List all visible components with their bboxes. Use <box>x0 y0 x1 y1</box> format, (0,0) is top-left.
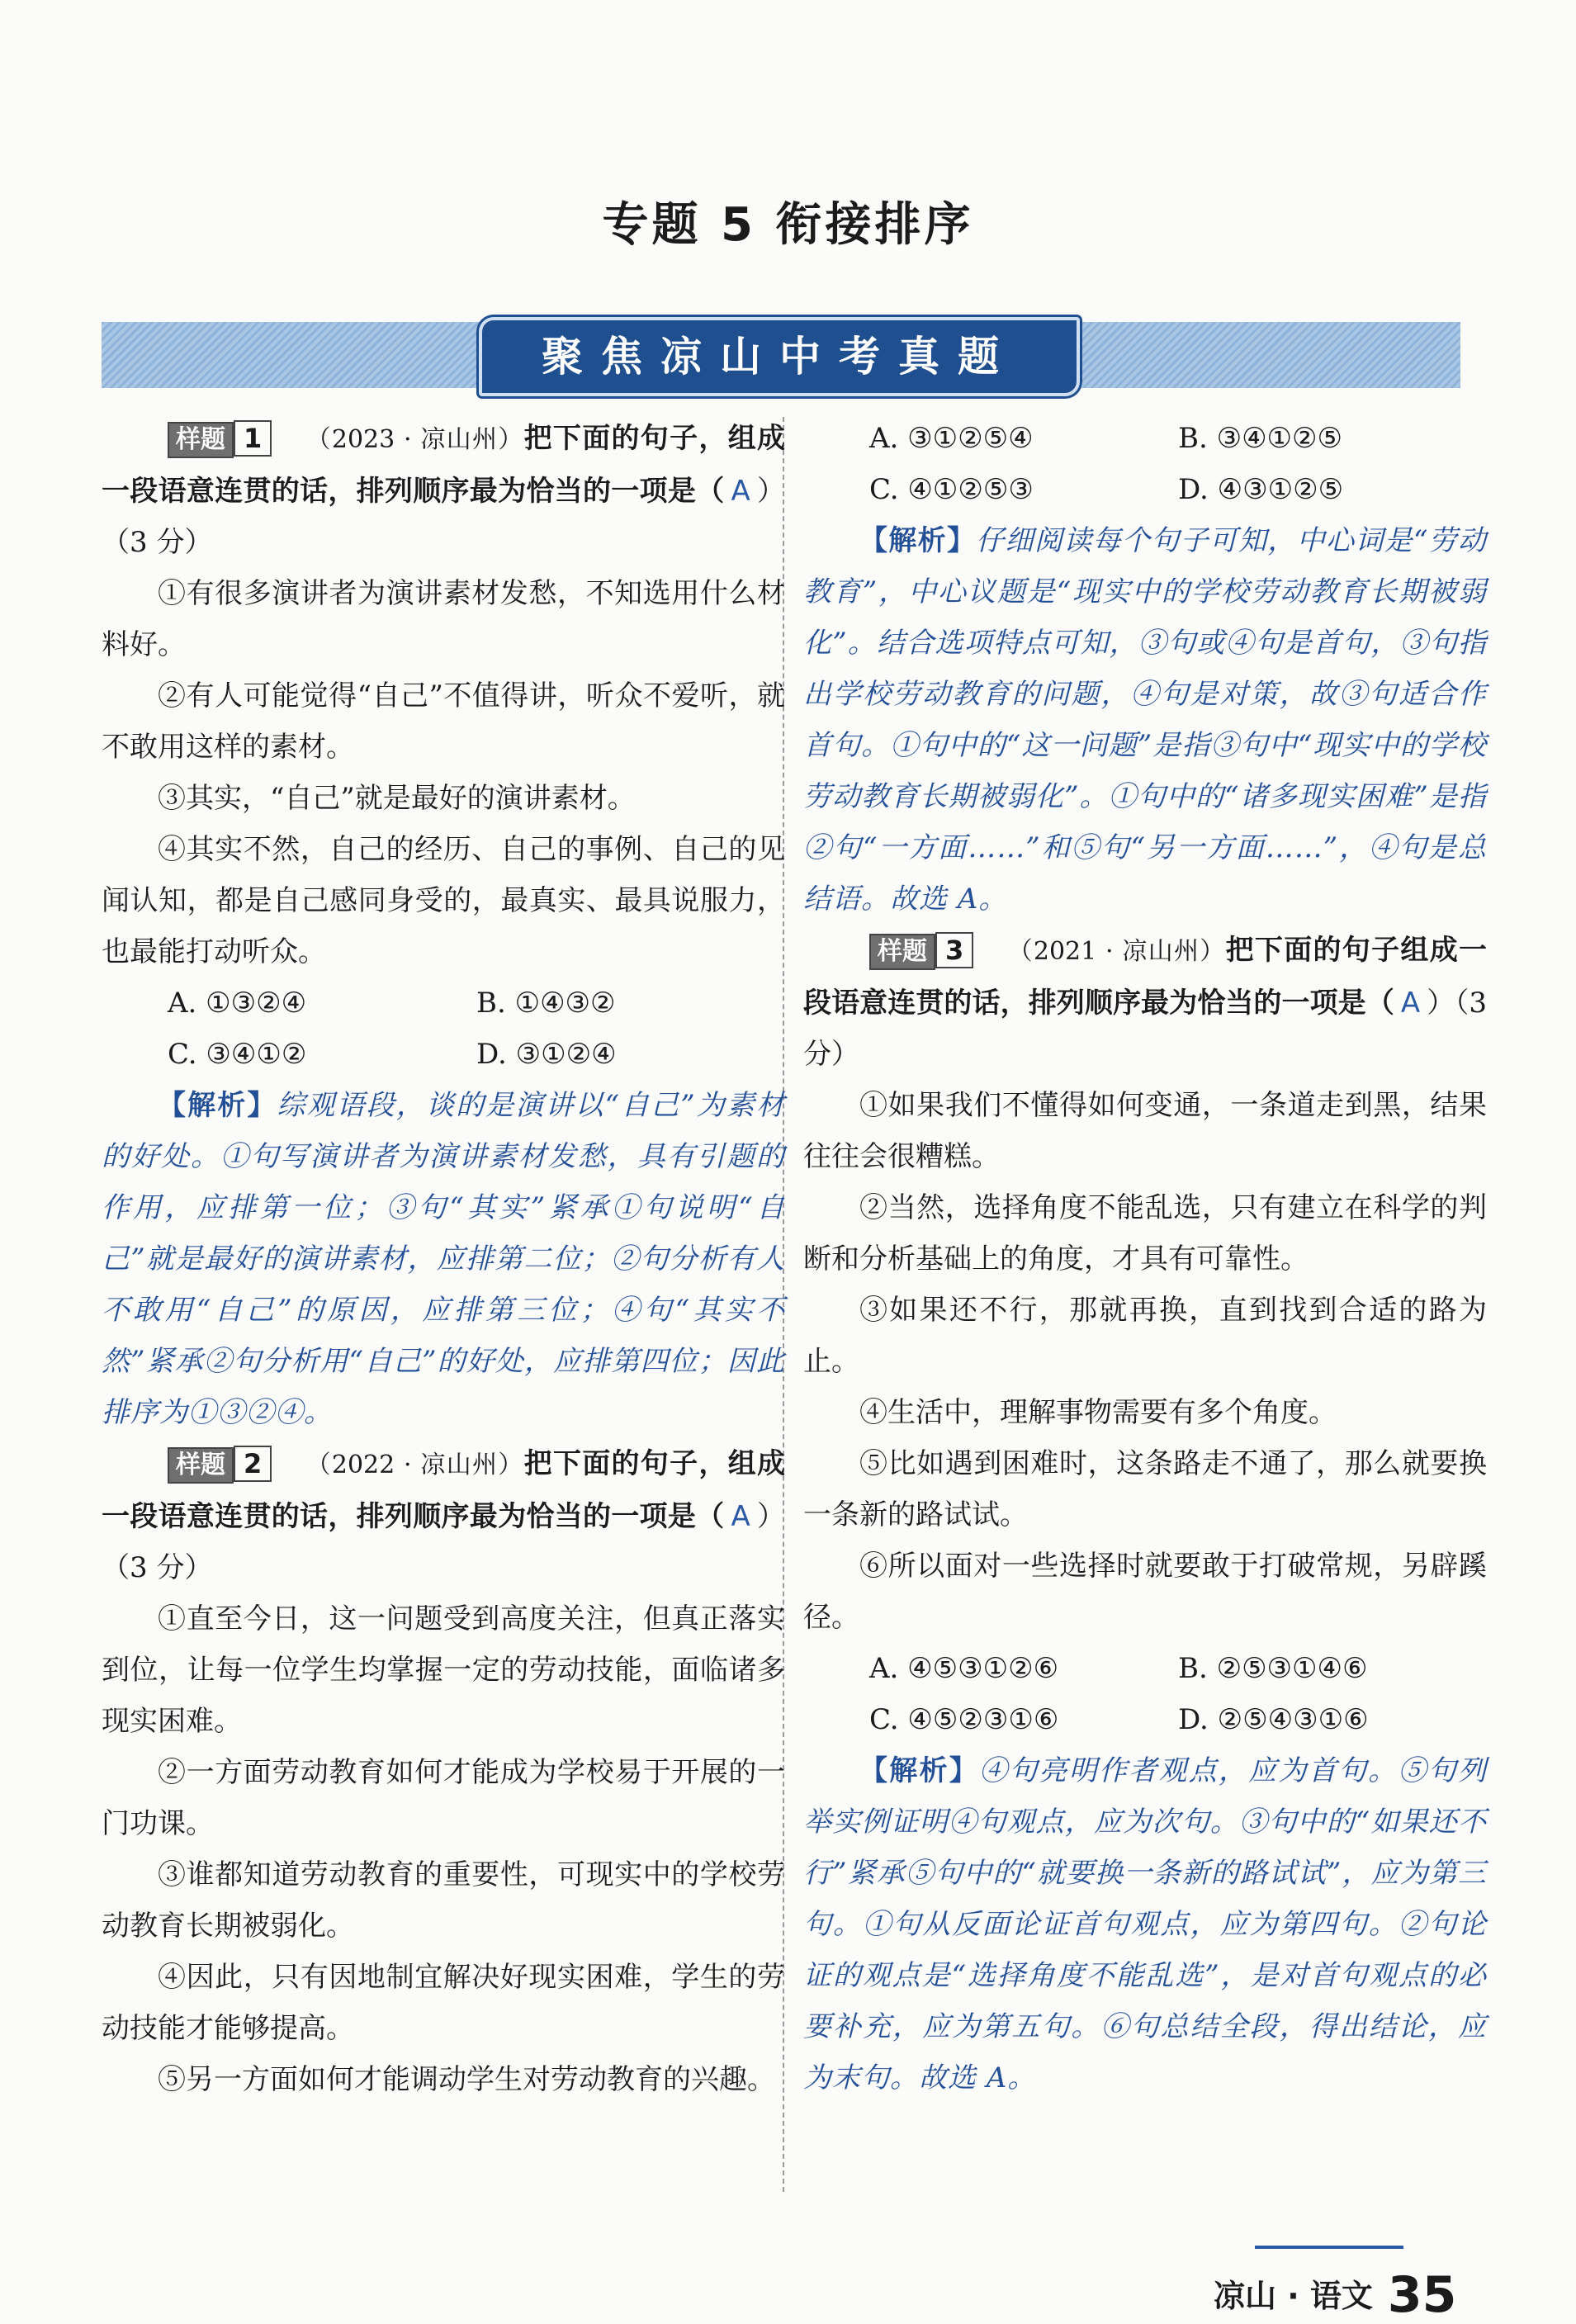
option-d: D. ④③①②⑤ <box>1178 473 1344 506</box>
option-c: C. ④⑤②③①⑥ <box>869 1703 1059 1736</box>
options <box>102 977 785 1080</box>
page-title: 专题 5 衔接排序 <box>602 198 974 252</box>
sentence: ④其实不然，自己的经历、自己的事例、自己的见闻认知，都是自己感同身受的，最真实、最具说服力，也最能打动听众。 <box>102 833 785 968</box>
analysis-label: 【解析】 <box>158 1089 277 1122</box>
question-text: 把下面的句子，组成一段语意连贯的话，排列顺序最为恰当的一项是（ <box>102 1447 785 1533</box>
answer: A <box>1400 987 1421 1020</box>
option-a: A. ①③②④ <box>168 987 307 1020</box>
points: ）（3 分） <box>803 987 1488 1071</box>
question-3-stem <box>803 925 1487 1080</box>
question-source: （2021 · 凉山州） <box>1006 937 1226 966</box>
sentence: ②一方面劳动教育如何才能成为学校易于开展的一门功课。 <box>102 1756 785 1840</box>
left-column <box>102 413 785 2105</box>
sentence: ②当然，选择角度不能乱选，只有建立在科学的判断和分析基础上的角度，才具有可靠性。 <box>803 1191 1487 1276</box>
option-d: D. ③①②④ <box>476 1038 617 1071</box>
question-1-stem <box>102 413 785 568</box>
right-column <box>803 413 1487 2104</box>
sentence: ②有人可能觉得“自己”不值得讲，听众不爱听，就不敢用这样的素材。 <box>102 679 785 764</box>
footer-label: 凉山 · 语文 <box>1214 2278 1373 2314</box>
sentence: ①有很多演讲者为演讲素材发愁，不知选用什么材料好。 <box>102 577 785 661</box>
section-banner-title: 聚焦凉山中考真题 <box>479 317 1080 396</box>
option-b: B. ②⑤③①④⑥ <box>1178 1652 1368 1685</box>
analysis <box>803 1745 1487 2104</box>
analysis-text: 综观语段，谈的是演讲以“自己”为素材的好处。①句写演讲者为演讲素材发愁，具有引题的作用，应排第一位；③句“其实”紧承①句说明“自己”就是最好的演讲素材，应排第二位；②句分析有人不敢用“自己”的原因，应排第三位；④句“其实不然”紧承②句分析用“自己”的好处，应排第四位；因此排序为①③②④。 <box>102 1089 786 1429</box>
analysis-text: 仔细阅读每个句子可知，中心词是“劳动教育”，中心议题是“现实中的学校劳动教育长期被弱化”。结合选项特点可知，③句或④句是首句，③句指出学校劳动教育的问题，④句是对策，故③句适合作首句。①句中的“这一问题”是指③句中“现实中的学校劳动教育长期被弱化”。①句中的“诸多现实困难”是指②句“一方面……”和⑤句“另一方面……”，④句是总结语。故选 A。 <box>803 524 1487 916</box>
sentence: ①如果我们不懂得如何变通，一条道走到黑，结果往往会很糟糕。 <box>803 1089 1487 1173</box>
points: ）（3 分） <box>102 475 786 559</box>
analysis <box>803 515 1487 925</box>
points: ）（3 分） <box>102 1500 786 1584</box>
question-number: 2 <box>234 1446 272 1482</box>
analysis-label: 【解析】 <box>859 524 977 557</box>
options <box>803 1643 1487 1745</box>
answer: A <box>731 475 750 508</box>
sentence: ④生活中，理解事物需要有多个角度。 <box>859 1396 1337 1429</box>
footer-rule <box>1255 2246 1403 2249</box>
sentence: ③如果还不行，那就再换，直到找到合适的路为止。 <box>803 1294 1487 1378</box>
question-tag: 样题 <box>869 934 935 970</box>
option-d: D. ②⑤④③①⑥ <box>1178 1703 1369 1736</box>
question-source: （2022 · 凉山州） <box>305 1451 524 1479</box>
sentence: ④因此，只有因地制宜解决好现实困难，学生的劳动技能才能够提高。 <box>102 1961 785 2045</box>
question-tag: 样题 <box>168 422 234 458</box>
sentence: ①直至今日，这一问题受到高度关注，但真正落实到位，让每一位学生均掌握一定的劳动技能，面临诸多现实困难。 <box>102 1602 785 1738</box>
question-number: 1 <box>234 420 272 457</box>
question-number: 3 <box>935 932 973 968</box>
option-a: A. ③①②⑤④ <box>869 422 1034 455</box>
option-c: C. ④①②⑤③ <box>869 473 1034 506</box>
option-b: B. ③④①②⑤ <box>1178 422 1343 455</box>
sentence: ③其实，“自己”就是最好的演讲素材。 <box>158 782 636 815</box>
analysis-text: ④句亮明作者观点，应为首句。⑤句列举实例证明④句观点，应为次句。③句中的“如果还不行”紧承⑤句中的“就要换一条新的路试试”，应为第三句。①句从反面论证首句观点，应为第四句。②句论证的观点是“选择角度不能乱选”，是对首句观点的必要补充，应为第五句。⑥句总结全段，得出结论，应为末句。故选 A。 <box>803 1754 1487 2094</box>
sentence: ③谁都知道劳动教育的重要性，可现实中的学校劳动教育长期被弱化。 <box>102 1858 785 1943</box>
analysis <box>102 1080 785 1438</box>
answer: A <box>731 1500 750 1533</box>
page-number: 35 <box>1387 2266 1457 2324</box>
sentence: ⑤另一方面如何才能调动学生对劳动教育的兴趣。 <box>158 2063 775 2096</box>
question-tag: 样题 <box>168 1447 234 1484</box>
option-c: C. ③④①② <box>168 1038 307 1071</box>
options <box>803 413 1487 515</box>
option-b: B. ①④③② <box>476 987 616 1020</box>
question-text: 把下面的句子，组成一段语意连贯的话，排列顺序最为恰当的一项是（ <box>102 422 785 508</box>
question-text: 把下面的句子组成一段语意连贯的话，排列顺序最为恰当的一项是（ <box>803 934 1487 1020</box>
sentence: ⑥所以面对一些选择时就要敢于打破常规，另辟蹊径。 <box>803 1550 1487 1634</box>
question-source: （2023 · 凉山州） <box>305 425 524 454</box>
question-2-stem <box>102 1438 785 1593</box>
analysis-label: 【解析】 <box>859 1754 979 1787</box>
page-footer <box>1214 2266 1456 2324</box>
sentence: ⑤比如遇到困难时，这条路走不通了，那么就要换一条新的路试试。 <box>803 1447 1487 1531</box>
option-a: A. ④⑤③①②⑥ <box>869 1652 1059 1685</box>
